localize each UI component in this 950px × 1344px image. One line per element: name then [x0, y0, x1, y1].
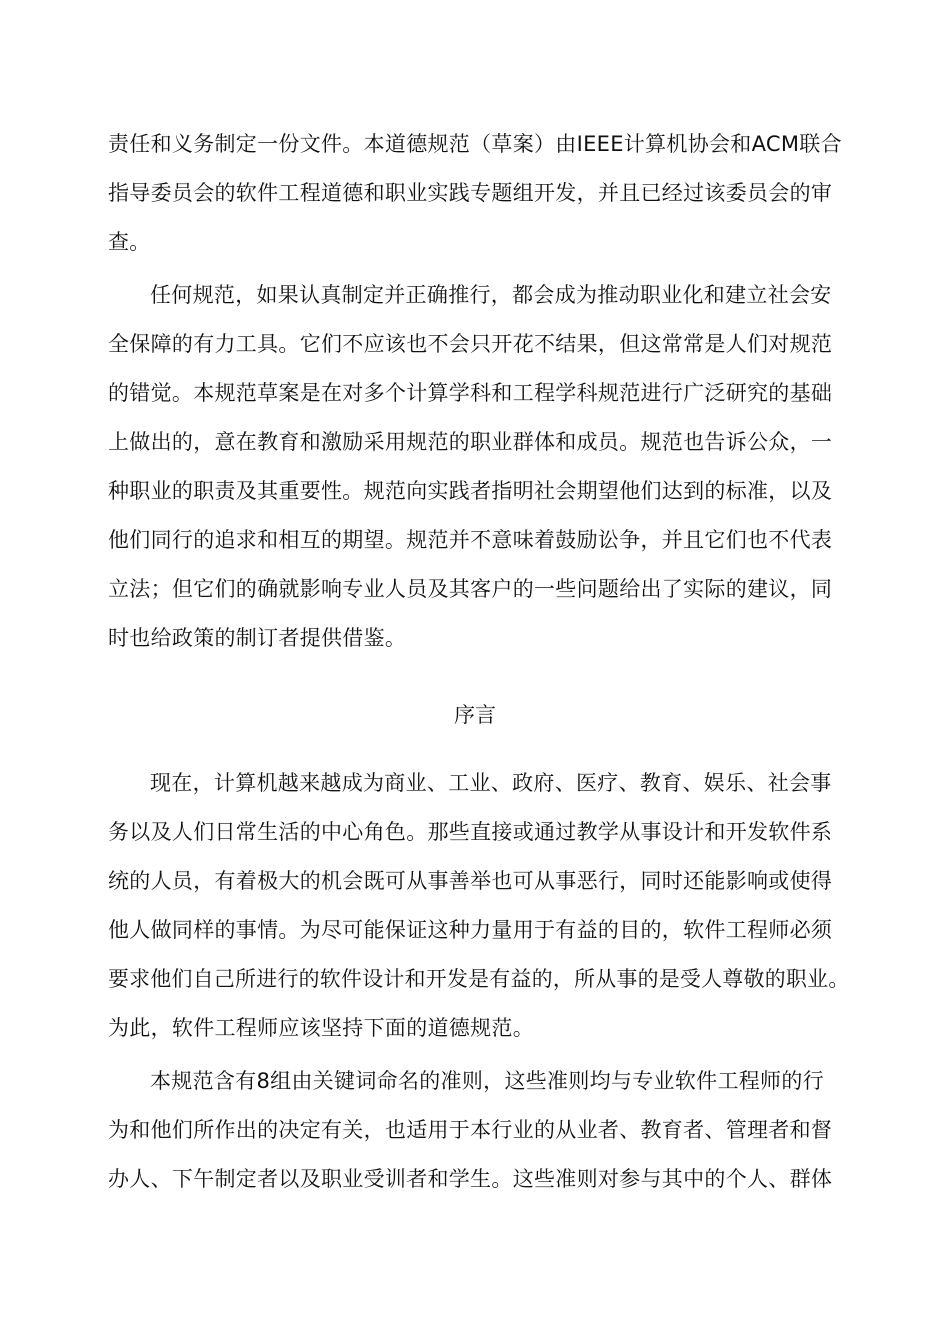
paragraph-line: 务以及人们日常生活的中心角色。那些直接或通过教学从事设计和开发软件系 [108, 820, 833, 844]
paragraph-line: 为和他们所作出的决定有关，也适用于本行业的从业者、教育者、管理者和督 [108, 1118, 833, 1142]
paragraph-line: 任何规范，如果认真制定并正确推行，都会成为推动职业化和建立社会安 [150, 283, 832, 307]
paragraph-line: 时也给政策的制订者提供借鉴。 [108, 626, 407, 650]
paragraph-line: 统的人员，有着极大的机会既可从事善举也可从事恶行，同时还能影响或使得 [108, 869, 833, 893]
paragraph-line: 本规范含有8组由关键词命名的准则，这些准则均与专业软件工程师的行 [150, 1069, 824, 1093]
paragraph-line: 上做出的，意在教育和激励采用规范的职业群体和成员。规范也告诉公众，一 [108, 430, 833, 454]
paragraph-line: 全保障的有力工具。它们不应该也不会只开花不结果，但这常常是人们对规范 [108, 332, 833, 356]
paragraph-line: 为此，软件工程师应该坚持下面的道德规范。 [108, 1016, 534, 1040]
paragraph-line: 立法；但它们的确就影响专业人员及其客户的一些问题给出了实际的建议，同 [108, 577, 833, 601]
paragraph-line: 指导委员会的软件工程道德和职业实践专题组开发，并且已经过该委员会的审 [108, 181, 833, 205]
paragraph-line: 责任和义务制定一份文件。本道德规范（草案）由IEEE计算机协会和ACM联合 [108, 132, 842, 156]
paragraph-line: 种职业的职责及其重要性。规范向实践者指明社会期望他们达到的标准，以及 [108, 479, 833, 503]
paragraph-line: 办人、下午制定者以及职业受训者和学生。这些准则对参与其中的个人、群体 [108, 1167, 833, 1191]
paragraph-line: 他们同行的追求和相互的期望。规范并不意味着鼓励讼争，并且它们也不代表 [108, 528, 833, 552]
section-heading: 序言 [454, 703, 496, 727]
paragraph-line: 的错觉。本规范草案是在对多个计算学科和工程学科规范进行广泛研究的基础 [108, 381, 833, 405]
paragraph-line: 他人做同样的事情。为尽可能保证这种力量用于有益的目的，软件工程师必须 [108, 918, 833, 942]
paragraph-line: 要求他们自己所进行的软件设计和开发是有益的，所从事的是受人尊敬的职业。 [108, 967, 850, 991]
paragraph-line: 现在，计算机越来越成为商业、工业、政府、医疗、教育、娱乐、社会事 [150, 771, 832, 795]
paragraph-line: 查。 [108, 230, 151, 254]
